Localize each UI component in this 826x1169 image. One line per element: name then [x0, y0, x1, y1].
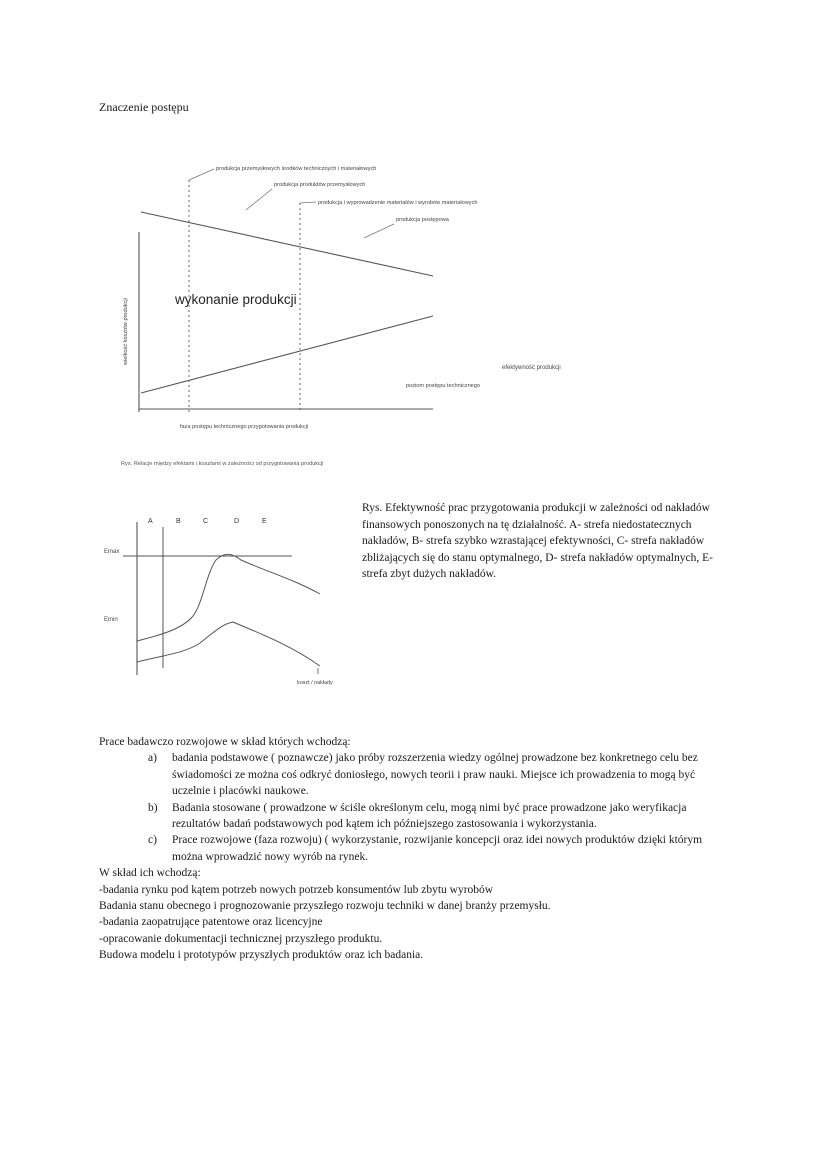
figure-1-x-end-label: poziom postępu technicznego: [406, 383, 481, 389]
figure-1-caption: Rys. Relacje między efektami i kosztami w zależności od przygotowania produkcji: [121, 461, 324, 467]
column-c: C: [203, 518, 209, 525]
list-marker: b): [148, 801, 158, 814]
list-marker: c): [148, 834, 157, 847]
callout-1: produkcja przemysłowych środków technicznych i materiałowych: [216, 166, 377, 172]
figure-1-increasing-line: [141, 316, 433, 393]
callout-3: produkcja i wyprowadzenie materiałów i wyrobów materiałowych: [318, 200, 478, 206]
column-e: E: [262, 518, 267, 525]
figure-1: [0, 0, 826, 480]
figure-2-lower-curve: [137, 622, 320, 666]
body-line: Budowa modelu i prototypów przyszłych produktów oraz ich badania.: [99, 949, 424, 962]
figure-2-upper-curve: [137, 554, 320, 641]
list-marker: a): [148, 752, 157, 765]
column-d: D: [234, 518, 240, 525]
callout-leader-3: [300, 202, 316, 203]
figure-1-center-label: wykonanie produkcji: [175, 292, 297, 307]
body-intro: Prace badawczo rozwojowe w skład których wchodzą:: [99, 736, 351, 748]
figure-2-note: Rys. Efektywność prac przygotowania produkcji w zależności od nakładów finansowych ponoszonych na tę działalność. A- strefa niedostatecznych nakładów, B- strefa szybko wzrastającej efektywności, C- strefa nakładów zbliżających się do stanu optymalnego, D- strefa nakładów optymalnych, E- strefa zbyt dużych nakładów.: [362, 502, 713, 581]
body-line: -badania zaopatrujące patentowe oraz licencyjne: [99, 916, 323, 929]
body-line: W skład ich wchodzą:: [99, 867, 201, 880]
figure-2: [0, 480, 360, 690]
list-item: [148, 832, 719, 865]
column-a: A: [148, 518, 153, 525]
list-item-text: Prace rozwojowe (faza rozwoju) ( wykorzystanie, rozwijanie koncepcji oraz idei nowych produktów dzięki którym można wprowadzić nowy wyrób na rynek.: [172, 834, 703, 863]
callout-leader-4: [364, 224, 394, 238]
callout-leader-1: [189, 169, 214, 180]
body-line: Badania stanu obecnego i prognozowanie przyszłego rozwoju techniki w danej branży przemysłu.: [99, 900, 551, 913]
figure-1-y-label: wielkość kosztów produkcji: [123, 298, 129, 365]
figure-2-emin-label: Emin: [104, 617, 118, 623]
list-item: [148, 800, 719, 833]
figure-1-right-label: efektywność produkcji: [502, 365, 561, 371]
callout-leader-2: [246, 189, 272, 210]
callout-4: produkcja postępowa: [396, 217, 449, 223]
figure-2-emax-label: Emax: [104, 549, 120, 555]
column-b: B: [176, 518, 181, 525]
body-line: -badania rynku pod kątem potrzeb nowych potrzeb konsumentów lub zbytu wyrobów: [99, 883, 494, 896]
list-item-text: Badania stosowane ( prowadzone w ściśle określonym celu, mogą nimi być prace prowadzone jako weryfikacja rezultatów badań podstawowych pod kątem ich późniejszego zastosowania i wykorzystania.: [172, 801, 687, 831]
callout-2: produkcja produktów przemysłowych: [274, 182, 366, 188]
figure-1-x-label: faza postępu technicznego przygotowania produkcji: [180, 424, 309, 430]
body-text: [99, 734, 719, 964]
list-item: [148, 750, 719, 799]
figure-1-decreasing-line: [141, 212, 433, 276]
body-line: -opracowanie dokumentacji technicznej przyszłego produktu.: [99, 932, 383, 945]
figure-2-x-label: koszt / nakłady: [297, 680, 333, 686]
list-item-text: badania podstawowe ( poznawcze) jako próby rozszerzenia wiedzy ogólnej prowadzone bez konkretnego celu bez świadomości ze można coś odkryć doniosłego, nowych teorii i praw nauki. Miejsce ich prowadzenia to mogą być uczelnie i placówki naukowe.: [172, 752, 698, 798]
section-heading: Znaczenie postępu: [99, 100, 189, 114]
